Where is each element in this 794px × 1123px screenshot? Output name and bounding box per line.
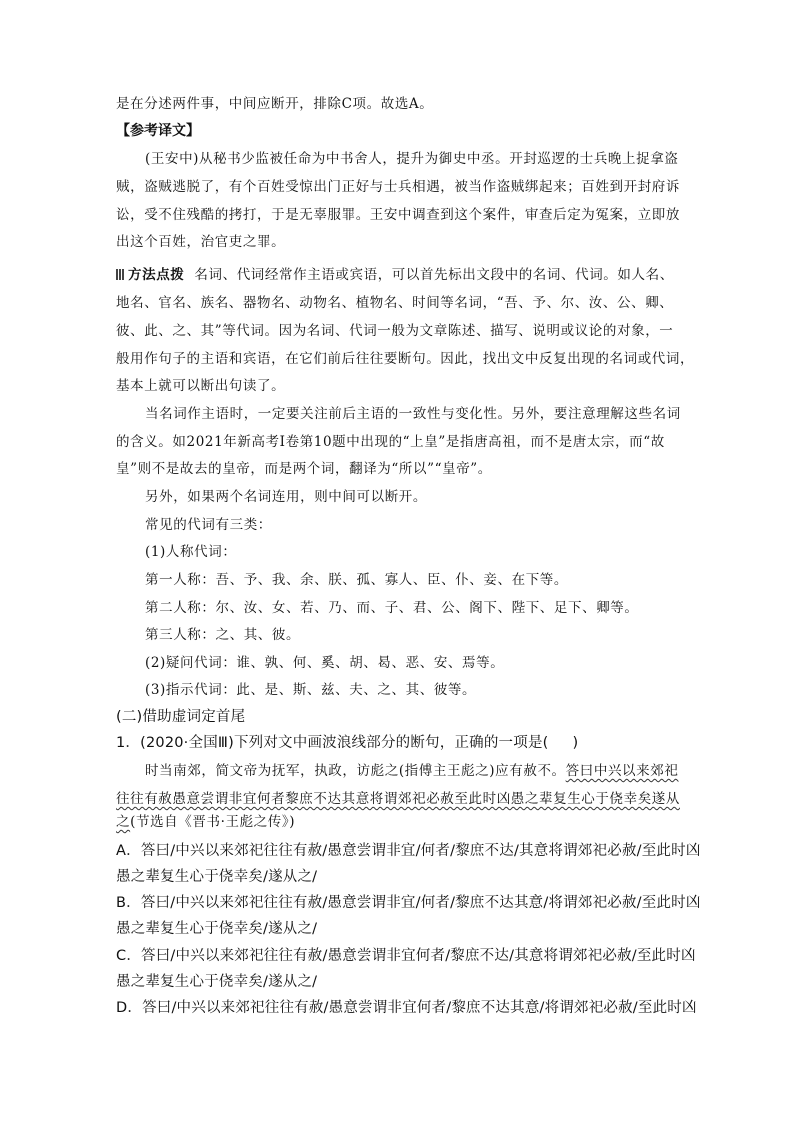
option-b-line2[interactable]: 愚之辈复生心于侥幸矣/遂从之/ [116, 921, 318, 937]
wavy-passage: 之 [116, 814, 131, 830]
method-para3: 另外，如果两个名词连用，则中间可以断开。 [145, 489, 427, 505]
wavy-passage: 往往有赦愚意尝谓非宜何者黎庶不达其意将谓郊祀必赦至此时凶愚之辈复生心于侥幸矣遂从 [116, 791, 680, 807]
option-a-line1[interactable]: A．答曰/中兴以来郊祀往往有赦/愚意尝谓非宜/何者/黎庶不达/其意将谓郊祀必赦/至此时凶 [116, 843, 701, 859]
question-stem-text: 1．(2020·全国Ⅲ)下列对文中画波浪线部分的断句，正确的一项是( [116, 735, 549, 751]
method-line: 般用作句子的主语和宾语，在它们前后往往要断句。因此，找出文中反复出现的名词或代词， [116, 351, 695, 367]
translation-header: 【参考译文】 [116, 123, 200, 139]
pronoun-line: 第一人称：吾、予、我、余、朕、孤、寡人、臣、仆、妾、在下等。 [145, 572, 568, 588]
translation-line: 贼，盗贼逃脱了，有个百姓受惊出门正好与士兵相遇，被当作盗贼绑起来；百姓到开封府诉 [116, 179, 680, 195]
method-para2-line: 的含义。如2021年新高考Ⅰ卷第10题中出现的“上皇”是指唐高祖，而不是唐太宗，而“故 [116, 434, 665, 450]
translation-line: 讼，受不住残酷的拷打，于是无辜服罪。王安中调查到这个案件，审查后定为冤案，立即放 [116, 207, 680, 223]
passage-line [116, 789, 686, 809]
translation-line: (王安中)从秘书少监被任命为中书舍人，提升为御史中丞。开封巡逻的士兵晚上捉拿盗 [145, 151, 679, 167]
passage-note: (指傅主王彪之)应有赦不。 [398, 763, 566, 779]
method-bars-icon [116, 269, 125, 280]
method-para2-line: 当名词作主语时，一定要关注前后主语的一致性与变化性。另外，要注意理解这些名词 [145, 406, 681, 422]
option-a-line2[interactable]: 愚之辈复生心于侥幸矣/遂从之/ [116, 869, 318, 885]
method-line: 基本上就可以断出句读了。 [116, 378, 286, 394]
wavy-passage: 答曰中兴以来郊祀 [565, 763, 679, 779]
passage-intro: 时当南郊，简文帝为抚军，执政，访彪之 [145, 763, 399, 779]
passage-source: (节选自《晋书·王彪之传》) [130, 814, 296, 830]
method-line: 彼、此、之、其”等代词。因为名词、代词一般为文章陈述、描写、说明或议论的对象，一 [116, 323, 674, 339]
option-c-line2[interactable]: 愚之辈复生心于侥幸矣/遂从之/ [116, 974, 318, 990]
method-para2-line: 皇”则不是故去的皇帝，而是两个词，翻译为“所以”“皇帝”。 [116, 461, 492, 477]
method-tag: 方法点拨 [128, 267, 185, 283]
pronoun-line: (1)人称代词： [145, 544, 237, 560]
pronoun-line: 第二人称：尔、汝、女、若、乃、而、子、君、公、阁下、陛下、足下、卿等。 [145, 600, 639, 616]
pronoun-line: (3)指示代词：此、是、斯、兹、夫、之、其、彼等。 [145, 682, 477, 698]
passage-line [116, 761, 715, 781]
method-line: 地名、官名、族名、器物名、动物名、植物名、时间等名词，“吾、予、尔、汝、公、卿、 [116, 295, 674, 311]
option-b-line1[interactable]: B．答曰/中兴以来郊祀往往有赦/愚意尝谓非宜/何者/黎庶不达其意/将谓郊祀必赦/至此时凶 [116, 895, 701, 911]
question-stem-close: ) [572, 735, 579, 751]
passage-line [116, 812, 686, 832]
top-line: 是在分述两件事，中间应断开，排除C项。故选A。 [116, 96, 434, 112]
question-stem [116, 733, 686, 753]
method-first-line [116, 265, 686, 285]
pronoun-line: 第三人称：之、其、彼。 [145, 627, 301, 643]
translation-line: 出这个百姓，治官吏之罪。 [116, 234, 286, 250]
option-d-line1[interactable]: D．答曰/中兴以来郊祀往往有赦/愚意尝谓非宜何者/黎庶不达其意/将谓郊祀必赦/至此时凶 [116, 1000, 697, 1016]
method-para4: 常见的代词有三类： [145, 517, 272, 533]
pronoun-line: (2)疑问代词：谁、孰、何、奚、胡、曷、恶、安、焉等。 [145, 655, 505, 671]
option-c-line1[interactable]: C．答曰/中兴以来郊祀往往有赦/愚意尝谓非宜何者/黎庶不达/其意将谓郊祀必赦/至此时凶 [116, 948, 696, 964]
section-title: (二)借助虚词定首尾 [116, 709, 246, 725]
method-text: 名词、代词经常作主语或宾语，可以首先标出文段中的名词、代词。如人名、 [194, 267, 674, 283]
